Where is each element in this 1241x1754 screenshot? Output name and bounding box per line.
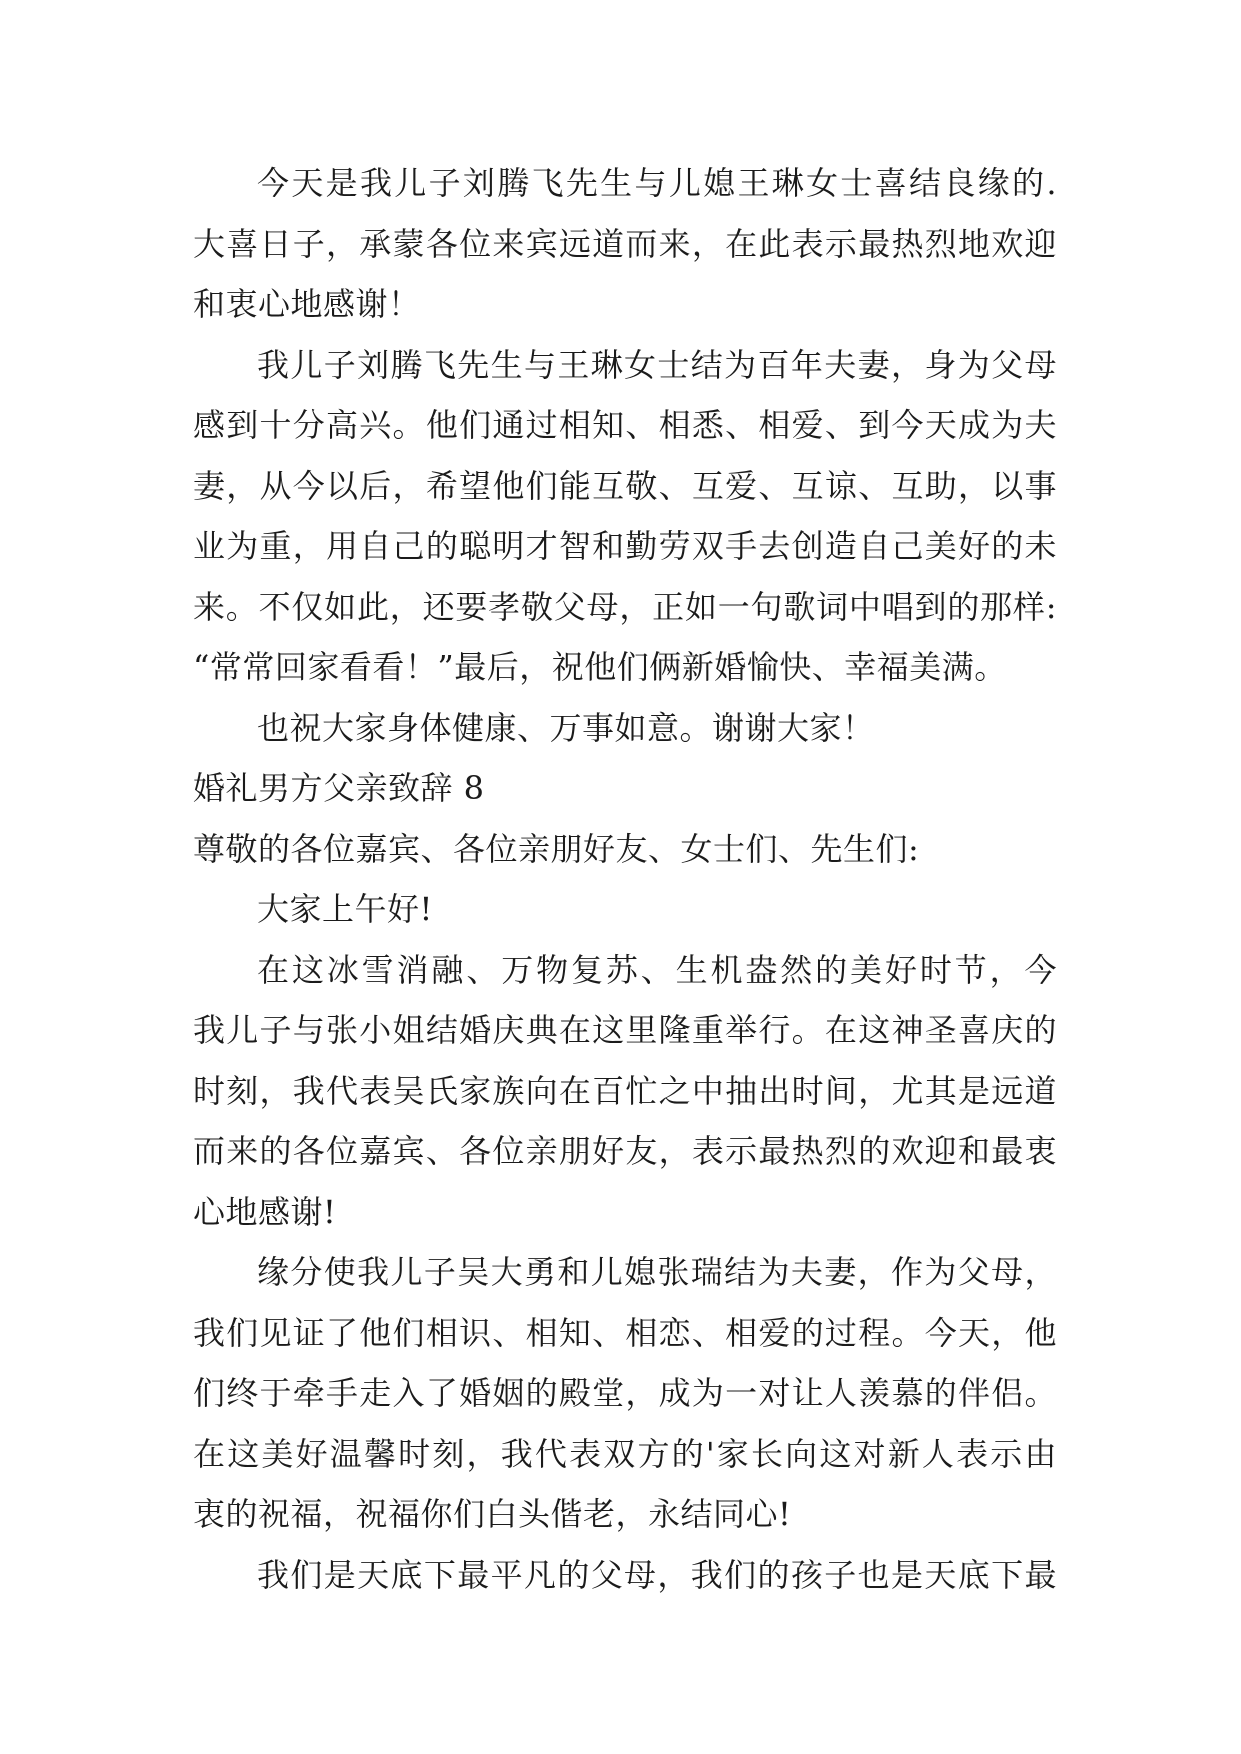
paragraph-line: 们终于牵手走入了婚姻的殿堂，成为一对让人羡慕的伴侣。 <box>193 1374 1057 1412</box>
section-heading: 婚礼男方父亲致辞 8 <box>193 769 485 807</box>
paragraph-line: 在这冰雪消融、万物复苏、生机盎然的美好时节，今 <box>257 950 1057 989</box>
paragraph-line: 今天是我儿子刘腾飞先生与儿媳王琳女士喜结良缘的. <box>257 164 1057 202</box>
salutation: 尊敬的各位嘉宾、各位亲朋好友、女士们、先生们: <box>193 829 920 868</box>
paragraph <box>193 698 1057 759</box>
paragraph-line: 缘分使我儿子吴大勇和儿媳张瑞结为夫妻，作为父母， <box>257 1253 1057 1291</box>
document-body <box>193 153 1057 1605</box>
paragraph <box>193 1242 1057 1545</box>
paragraph-line: “常常回家看看！”最后，祝他们俩新婚愉快、幸福美满。 <box>193 648 1007 686</box>
paragraph <box>193 940 1057 1243</box>
paragraph <box>193 335 1057 698</box>
paragraph-line: 也祝大家身体健康、万事如意。谢谢大家！ <box>257 708 875 747</box>
paragraph-line: 我儿子与张小姐结婚庆典在这里隆重举行。在这神圣喜庆的 <box>193 1011 1057 1049</box>
paragraph-line: 我们见证了他们相识、相知、相恋、相爱的过程。今天，他 <box>193 1313 1057 1352</box>
paragraph-line: 我们是天底下最平凡的父母，我们的孩子也是天底下最 <box>257 1555 1057 1594</box>
paragraph <box>193 1545 1057 1606</box>
paragraph-line: 和衷心地感谢！ <box>193 285 421 323</box>
paragraph-line: 大喜日子，承蒙各位来宾远道而来，在此表示最热烈地欢迎 <box>193 224 1057 263</box>
paragraph-line: 业为重，用自己的聪明才智和勤劳双手去创造自己美好的未 <box>193 527 1057 565</box>
paragraph-line: 来。不仅如此，还要孝敬父母，正如一句歌词中唱到的那样: <box>193 587 1057 626</box>
paragraph-line: 衷的祝福，祝福你们白头偕老，永结同心! <box>193 1495 792 1533</box>
paragraph-line: 我儿子刘腾飞先生与王琳女士结为百年夫妻，身为父母 <box>257 345 1057 384</box>
paragraph-line: 在这美好温馨时刻，我代表双方的'家长向这对新人表示由 <box>193 1434 1057 1473</box>
paragraph-line: 时刻，我代表吴氏家族向在百忙之中抽出时间，尤其是远道 <box>193 1071 1057 1110</box>
paragraph-line: 心地感谢! <box>193 1192 337 1231</box>
paragraph <box>193 153 1057 335</box>
paragraph-line: 感到十分高兴。他们通过相知、相悉、相爱、到今天成为夫 <box>193 406 1057 444</box>
paragraph-line: 妻，从今以后，希望他们能互敬、互爱、互谅、互助，以事 <box>193 466 1057 505</box>
paragraph <box>193 879 1057 940</box>
paragraph-line: 大家上午好! <box>257 890 433 928</box>
paragraph-line: 而来的各位嘉宾、各位亲朋好友，表示最热烈的欢迎和最衷 <box>193 1132 1057 1170</box>
